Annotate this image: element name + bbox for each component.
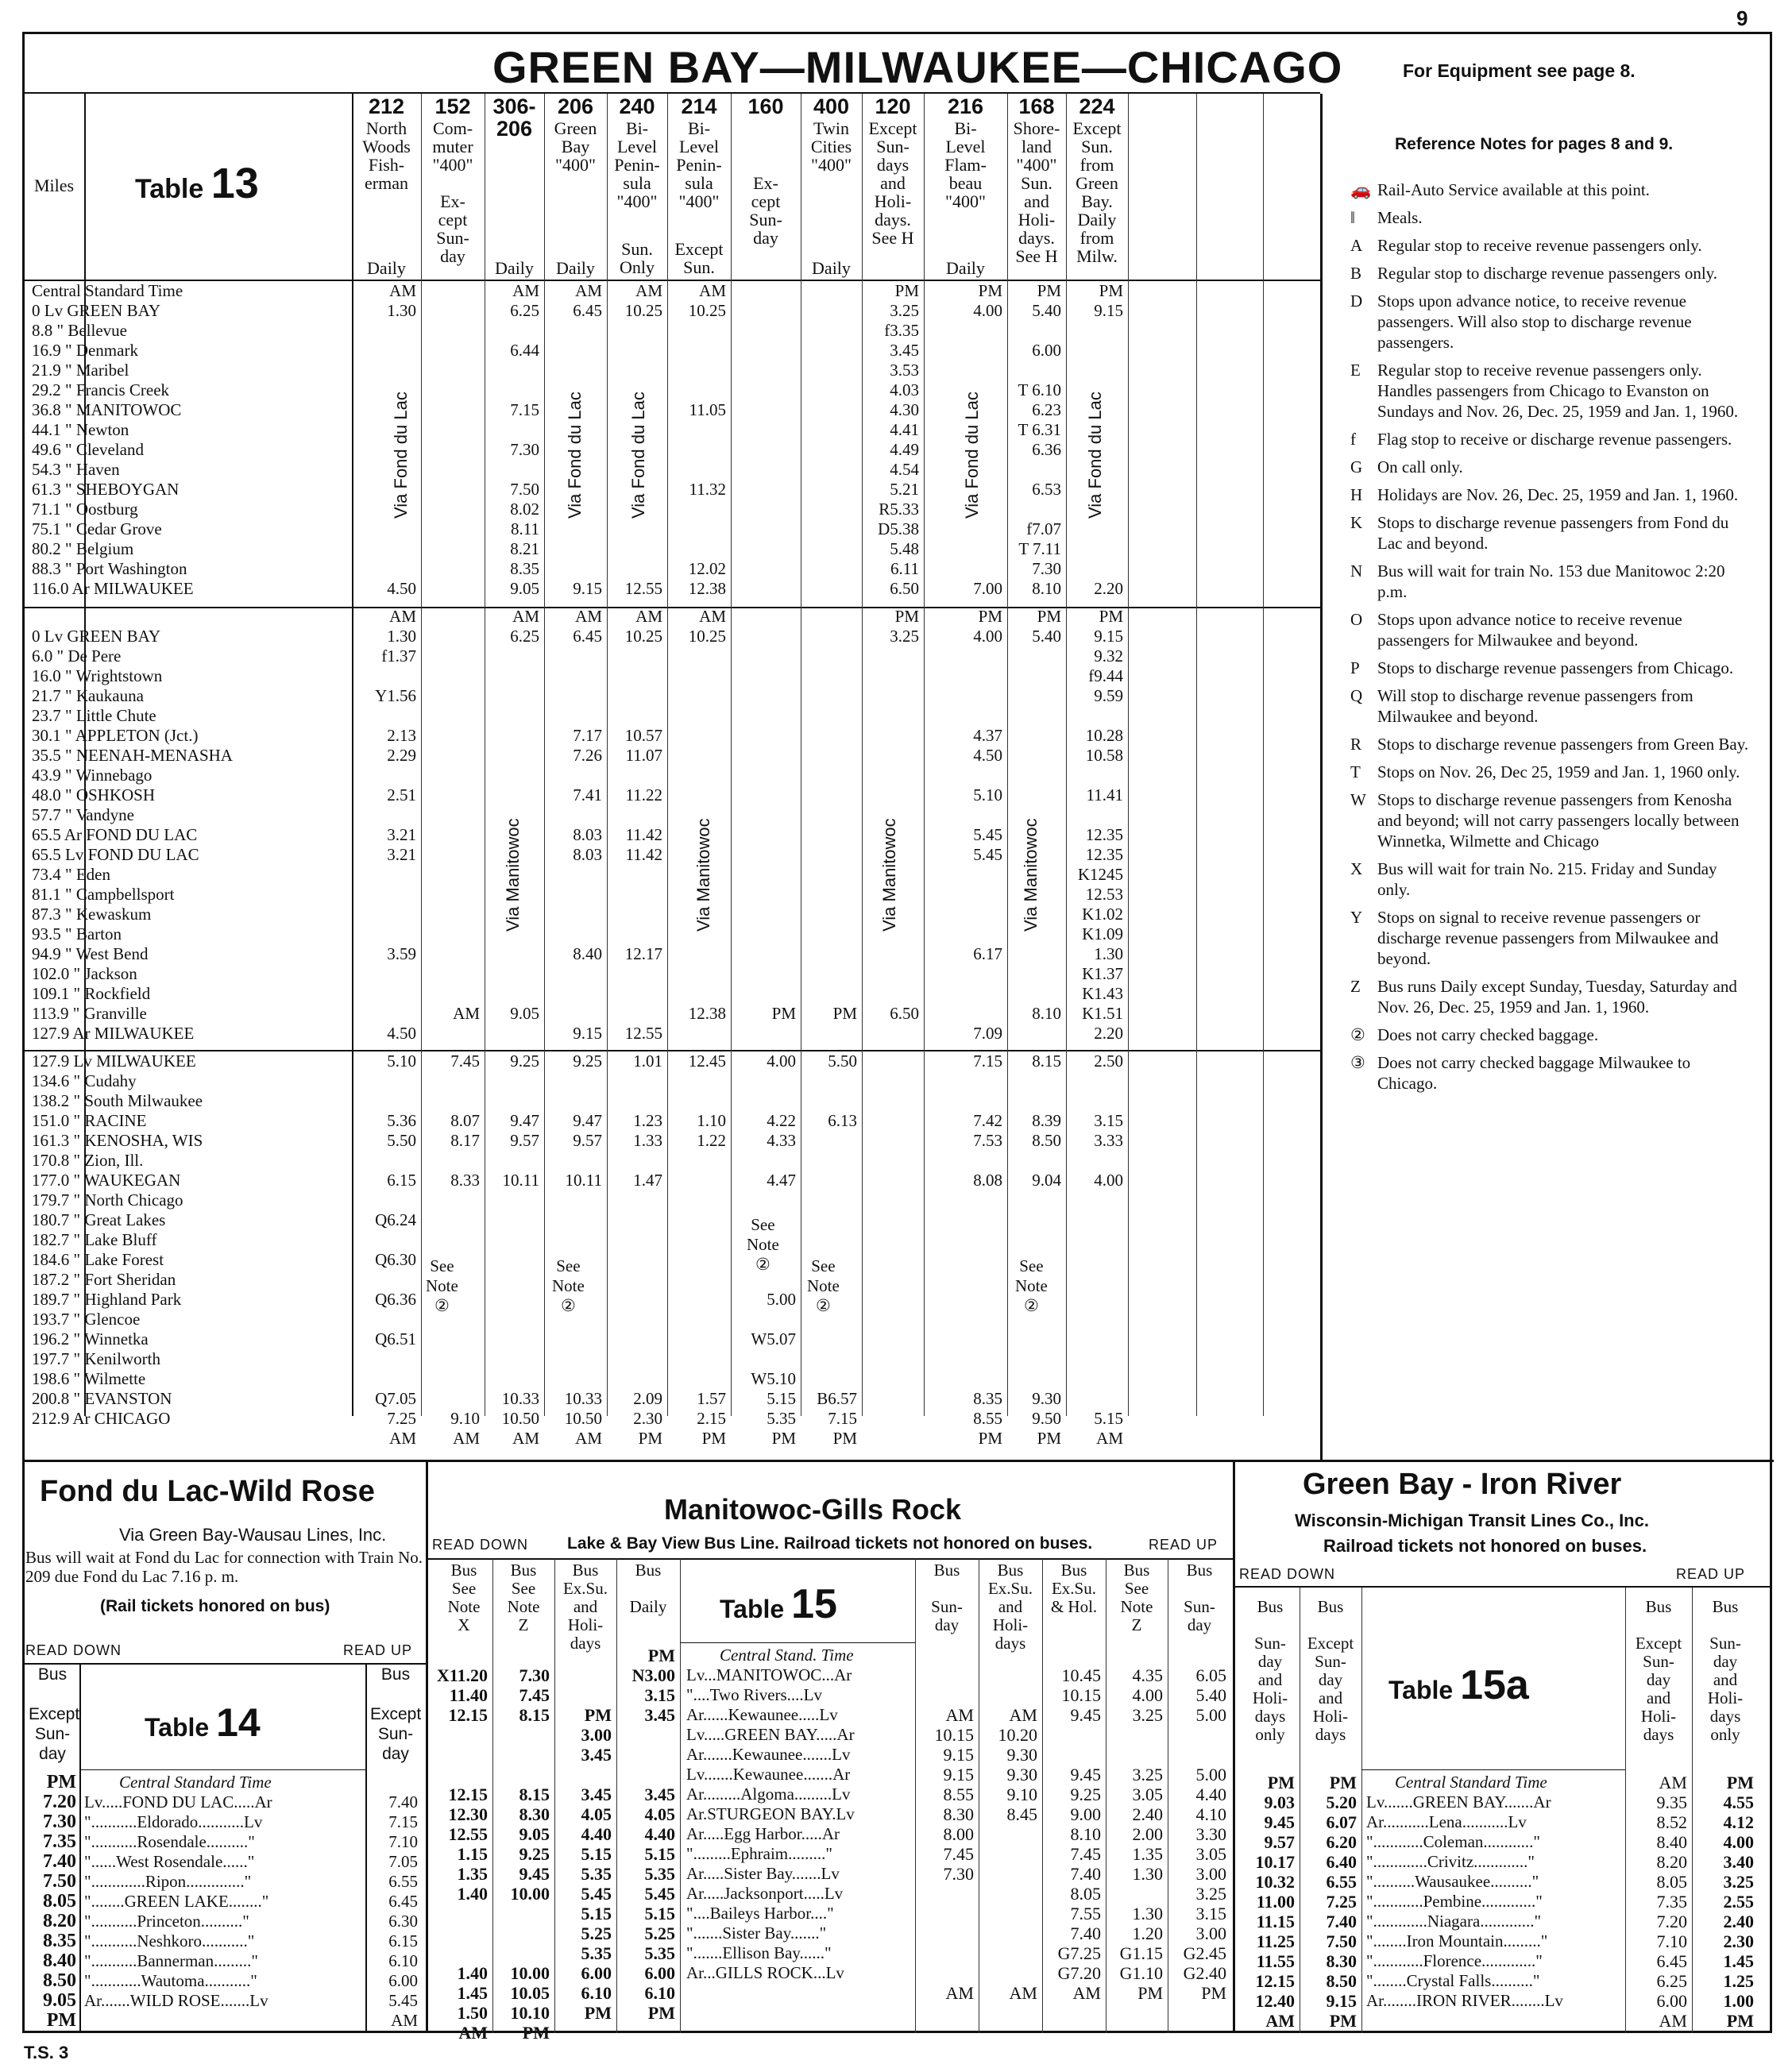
t15a-stations: Lv.......GREEN BAY.......Ar Ar...........Lena...........Lv "............Coleman............" ".............Crivitz............." "..........Wausaukee.........." "............Pembine............." ".............Niagara............." "........Iron Mountain........." "............Florence............." "........Crystal Falls.........." Ar........IRON RIVER........Lv <box>1366 1792 1563 2010</box>
t15-title: Manitowoc-Gills Rock <box>664 1493 962 1526</box>
note-2 <box>1350 235 1751 256</box>
t15-left-hdr-1: Bus See Note Z <box>507 1561 540 1634</box>
t15-right-col-1: AM 10.20 9.30 9.30 9.10 8.45 AM <box>998 1705 1037 2003</box>
note-key: O <box>1350 610 1363 629</box>
note-3 <box>1350 263 1751 284</box>
note-13 <box>1350 685 1751 727</box>
t14-col-rule <box>365 1663 367 2033</box>
t14-col-rule <box>79 1663 81 2033</box>
train-days-5: Except Sun. <box>674 239 724 277</box>
sec3-stations: 127.9 Lv MILWAUKEE 134.6 " Cudahy 138.2 " South Milwaukee 151.0 " RACINE 161.3 " KENOSHA, WIS 170.8 " Zion, Ill. 177.0 " WAUKEGAN 179.7 " North Chicago 180.7 " Great Lakes 182.7 " Lake Bluff 184.6 " Lake Forest 187.2 " Fort Sheridan 189.7 " Highland Park 193.7 " Glencoe 196.2 " Winnetka 197.7 " Kenilworth 198.6 " Wilmette 200.8 " EVANSTON 212.9 Ar CHICAGO <box>32 1051 203 1428</box>
blank-col-rule <box>1128 94 1129 1416</box>
sec2-times-6: PM <box>771 1004 796 1023</box>
t15a-rail-note: Railroad tickets not honored on buses. <box>1323 1536 1647 1556</box>
train-name-10: Shore- land "400" Sun. and Holi- days. See H <box>1013 118 1060 266</box>
sec3-times-8 <box>862 1051 919 1429</box>
sec1-times-8: PM 3.25 f3.35 3.45 3.53 4.03 4.30 4.41 4.49 4.54 5.21 R5.33 D5.38 5.48 6.11 6.50 <box>878 281 919 598</box>
t15-left-col-0: X11.20 11.40 12.15 12.15 12.30 12.55 1.15 1.35 1.40 1.40 1.45 1.50 AM <box>436 1665 488 2043</box>
train-name-9: Bi- Level Flam- beau "400" <box>944 118 987 211</box>
t15a-right-col-0: AM 9.35 8.52 8.40 8.20 8.05 7.35 7.20 7.10 6.45 6.25 6.00 AM <box>1656 1773 1687 2031</box>
t14-read-up: READ UP <box>343 1642 413 1658</box>
t14-hdr-rule <box>79 1769 365 1770</box>
note-key: Z <box>1350 977 1361 996</box>
note-key: W <box>1350 790 1366 809</box>
t15-right-hdr-1: Bus Ex.Su. and Holi- days <box>987 1561 1033 1653</box>
train-name-0: North Woods Fish- erman <box>362 118 411 193</box>
t15-right-col-4: 6.05 5.40 5.00 5.00 4.40 4.10 3.30 3.05 3.00 3.25 3.15 3.00 G2.45 G2.40 PM <box>1183 1665 1226 2003</box>
train-name-3: Green Bay "400" <box>554 118 597 175</box>
sec2-times-8: PM 3.25 6.50 <box>890 607 919 1023</box>
train-days-0: Daily <box>367 258 406 278</box>
t15a-table-label: Table 15a <box>1388 1662 1529 1708</box>
t14-operator: Via Green Bay-Wausau Lines, Inc. <box>119 1525 387 1545</box>
train-number-1: 152 <box>434 95 471 118</box>
t14-left-header: Bus Except Sun- day <box>29 1665 80 1763</box>
t15a-title: Green Bay - Iron River <box>1303 1468 1622 1501</box>
t15-left-col-3: PM N3.00 3.15 3.45 3.45 4.05 4.40 5.15 5.35 5.45 5.15 5.25 5.35 6.00 6.10 PM <box>631 1646 675 2023</box>
note-14 <box>1350 734 1751 754</box>
note-key: ③ <box>1350 1053 1365 1072</box>
via-fond-du-lac-224: Via Fond du Lac <box>1085 392 1105 519</box>
t15-right-hdr-2: Bus Ex.Su. & Hol. <box>1050 1561 1098 1616</box>
via-manitowoc-120: Via Manitowoc <box>879 818 899 932</box>
t15-table-label: Table 15 <box>720 1581 837 1627</box>
note-5 <box>1350 360 1751 422</box>
t15-right-col-0: AM 10.15 9.15 9.15 8.55 8.30 8.00 7.45 7.30 AM <box>934 1705 974 2003</box>
sec2-times-3: AM 6.45 7.17 7.26 7.41 8.03 8.03 8.40 9.15 <box>573 607 602 1043</box>
sec2-times-7: PM <box>832 1004 857 1023</box>
t15-left-col-2: PM 3.00 3.45 3.45 4.05 4.40 5.15 5.35 5.45 5.15 5.25 5.35 6.00 6.10 PM <box>581 1705 612 2023</box>
sec1-times-6 <box>731 281 796 579</box>
header-rule <box>24 92 1320 94</box>
sec1-times-5: AM 10.25 11.05 11.32 12.02 12.38 <box>688 281 726 598</box>
see-note-168: See Note ② <box>1015 1256 1048 1315</box>
t14-cst: Central Standard Time <box>119 1773 272 1792</box>
note-key: H <box>1350 485 1363 504</box>
t15-left-hdr-0: Bus See Note X <box>447 1561 481 1634</box>
bottom-rule <box>24 1460 1774 1462</box>
sec1-times-2: AM 6.25 6.44 7.15 7.30 7.50 8.02 8.11 8.21 8.35 9.05 <box>510 281 539 598</box>
note-text: Regular stop to receive revenue passengers only. <box>1377 236 1702 255</box>
note-key: D <box>1350 291 1363 311</box>
see-note-160: See Note ② <box>747 1215 779 1274</box>
note-text: Stops to discharge revenue passengers from Chicago. <box>1377 658 1734 677</box>
note-text: Regular stop to discharge revenue passengers only. <box>1377 264 1718 283</box>
via-fond-du-lac-240: Via Fond du Lac <box>628 392 648 519</box>
t15-right-col-3: 4.35 4.00 3.25 3.25 3.05 2.40 2.00 1.35 1.30 1.30 1.20 G1.15 G1.10 PM <box>1119 1665 1163 2003</box>
note-key: N <box>1350 561 1363 581</box>
sec1-times-3: AM 6.45 9.15 <box>573 281 602 598</box>
sec1-times-1 <box>421 281 480 579</box>
t15a-left-col-0: PM 9.03 9.45 9.57 10.17 10.32 11.00 11.15 11.25 11.55 12.15 12.40 AM <box>1255 1773 1295 2031</box>
note-text: Stops on signal to receive revenue passengers or discharge revenue passengers from Milwaukee and beyond. <box>1377 908 1719 968</box>
t14-divider <box>426 1461 428 2033</box>
note-key: ② <box>1350 1025 1365 1044</box>
see-note-152: See Note ② <box>426 1256 458 1315</box>
car-icon: 🚗 <box>1350 180 1372 199</box>
via-manitowoc-214: Via Manitowoc <box>693 818 713 932</box>
note-key: Y <box>1350 908 1363 927</box>
t14-right-times: 7.40 7.15 7.10 7.05 6.55 6.45 6.30 6.15 6.10 6.00 5.45 AM <box>388 1792 418 2030</box>
note-20 <box>1350 1024 1751 1045</box>
note-9 <box>1350 512 1751 554</box>
train-days-3: Daily <box>556 258 595 278</box>
train-number-3: 206 <box>557 95 594 118</box>
note-text: Stops to discharge revenue passengers from Kenosha and beyond; will not carry passengers locally between Winnetka, Wilmette and Chicago <box>1377 790 1740 851</box>
train-number-4: 240 <box>619 95 655 118</box>
notes-title: Reference Notes for pages 8 and 9. <box>1395 135 1674 153</box>
note-key: f <box>1350 430 1356 449</box>
blank-col-rule <box>1196 94 1197 1416</box>
train-number-9: 216 <box>947 95 984 118</box>
t15a-cst: Central Standard Time <box>1395 1773 1547 1792</box>
note-text: Bus will wait for train No. 215. Friday and Sunday only. <box>1377 859 1717 899</box>
note-text: Rail-Auto Service available at this point. <box>1377 180 1650 199</box>
note-4 <box>1350 291 1751 353</box>
via-fond-du-lac-212: Via Fond du Lac <box>391 392 411 519</box>
sec3-times-6: 4.00 4.22 4.33 4.47 5.00 W5.07 W5.10 5.15 5.35 PM <box>751 1051 796 1448</box>
sec2-times-4: AM 10.25 10.57 11.07 11.22 11.42 11.42 12.17 12.55 <box>624 607 662 1043</box>
train-name-8: Except Sun- days and Holi- days. See H <box>868 118 917 248</box>
sec1-times-7 <box>801 281 857 579</box>
train-name-1: Com- muter "400" Ex- cept Sun- day <box>432 118 473 266</box>
sec1-times-11: PM 9.15 2.20 <box>1094 281 1123 598</box>
note-key: G <box>1350 457 1363 477</box>
page-title: GREEN BAY—MILWAUKEE—CHICAGO <box>492 42 1343 92</box>
note-15 <box>1350 762 1751 782</box>
sec3-times-4: 1.01 1.23 1.33 1.47 2.09 2.30 PM <box>633 1051 662 1448</box>
note-text: Stops upon advance notice to receive revenue passengers for Milwaukee and beyond. <box>1377 610 1682 650</box>
sec2-times-0: AM 1.30 f1.37 Y1.56 2.13 2.29 2.51 3.21 3.21 3.59 4.50 <box>375 607 416 1043</box>
note-key: B <box>1350 264 1362 283</box>
see-note-400: See Note ② <box>807 1256 840 1315</box>
blank-col-rule <box>1263 94 1264 1416</box>
t15-read-down: READ DOWN <box>432 1537 528 1553</box>
t15-col-rule <box>680 1558 681 2033</box>
note-18 <box>1350 907 1751 969</box>
sec2-times-2: AM 6.25 9.05 <box>510 607 539 1023</box>
note-21 <box>1350 1052 1751 1094</box>
note-text: Will stop to discharge revenue passengers from Milwaukee and beyond. <box>1377 686 1694 726</box>
t15a-col-rule <box>1361 1588 1362 2033</box>
t15-cst: Central Stand. Time <box>720 1646 854 1665</box>
t15-right-hdr-3: Bus See Note Z <box>1120 1561 1153 1634</box>
sec3-times-0: 5.10 5.36 5.50 6.15 Q6.24 Q6.30 Q6.36 Q6.51 Q7.05 7.25 AM <box>375 1051 416 1448</box>
train-name-6: Ex- cept Sun- day <box>749 173 782 248</box>
page-number: 9 <box>1736 6 1748 30</box>
note-text: Flag stop to receive or discharge revenue passengers. <box>1377 430 1732 449</box>
train-number-5: 214 <box>681 95 717 118</box>
train-number-2: 306- 206 <box>492 95 536 141</box>
note-text: Does not carry checked baggage. <box>1377 1025 1599 1044</box>
t15-read-up: READ UP <box>1149 1537 1218 1553</box>
via-fond-du-lac-206: Via Fond du Lac <box>565 392 585 519</box>
t15-right-col-2: 10.45 10.15 9.45 9.45 9.25 9.00 8.10 7.45 7.40 8.05 7.55 7.40 G7.25 G7.20 AM <box>1057 1665 1101 2003</box>
sec3-times-5: 12.45 1.10 1.22 1.57 2.15 PM <box>688 1051 726 1448</box>
reference-notes <box>1350 179 1751 1101</box>
note-11 <box>1350 609 1751 650</box>
train-name-11: Except Sun. from Green Bay. Daily from Milw. <box>1072 118 1122 266</box>
t14-rail-note: (Rail tickets honored on bus) <box>100 1597 330 1615</box>
train-number-10: 168 <box>1018 95 1055 118</box>
train-days-9: Daily <box>946 258 985 278</box>
t15a-right-col-1: PM 4.55 4.12 4.00 3.40 3.25 2.55 2.40 2.30 1.45 1.25 1.00 PM <box>1723 1773 1754 2031</box>
t15a-operator: Wisconsin-Michigan Transit Lines Co., Inc. <box>1295 1511 1649 1530</box>
train-name-5: Bi- Level Penin- sula "400" <box>676 118 722 211</box>
train-days-2: Daily <box>495 258 534 278</box>
train-name-4: Bi- Level Penin- sula "400" <box>614 118 660 211</box>
note-key: Q <box>1350 686 1363 705</box>
note-key: K <box>1350 513 1363 532</box>
via-manitowoc-168: Via Manitowoc <box>1021 818 1041 932</box>
sec2-times-1: AM <box>453 1004 480 1023</box>
t15-rule <box>427 1558 1233 1560</box>
note-19 <box>1350 976 1751 1017</box>
t15a-left-hdr-1: Bus Except Sun- day and Holi- days <box>1307 1597 1354 1744</box>
sec3-times-1: 7.45 8.07 8.17 8.33 9.10 AM <box>450 1051 480 1448</box>
sec1-stations: Central Standard Time 0 Lv GREEN BAY 8.8 " Bellevue 16.9 " Denmark 21.9 " Maribel 29.2 " Francis Creek 36.8 " MANITOWOC 44.1 " Newton 49.6 " Cleveland 54.3 " Haven 61.3 " SHEBOYGAN 71.1 " Oostburg 75.1 " Cedar Grove 80.2 " Belgium 88.3 " Port Washington 116.0 Ar MILWAUKEE <box>32 281 194 598</box>
t14-stations: Lv.....FOND DU LAC.....Ar "...........Eldorado...........Lv "...........Rosendale.........." "......West Rosendale......" ".............Ripon.............." "........GREEN LAKE........" "...........Princeton.........." "...........Neshkoro..........." "...........Bannerman........." "............Wautoma..........." Ar.......WILD ROSE.......Lv <box>84 1792 272 2010</box>
sec1-times-10: PM 5.40 6.00 T 6.10 6.23 T 6.31 6.36 6.53 f7.07 T 7.11 7.30 8.10 <box>1018 281 1061 598</box>
sec2-times-11: PM 9.15 9.32 f9.44 9.59 10.28 10.58 11.41 12.35 12.35 K1245 12.53 K1.02 K1.09 1.30 K1.37 K1.43 K1.51 2.20 <box>1077 607 1123 1043</box>
note-text: Stops to discharge revenue passengers from Green Bay. <box>1377 735 1749 754</box>
train-number-0: 212 <box>368 95 405 118</box>
t15a-right-hdr-0: Bus Except Sun- day and Holi- days <box>1635 1597 1682 1744</box>
note-key: X <box>1350 859 1363 878</box>
miles-label: Miles <box>33 176 75 195</box>
note-8 <box>1350 484 1751 505</box>
t15-operator: Lake & Bay View Bus Line. Railroad tickets not honored on buses. <box>567 1534 1093 1553</box>
train-days-4: Sun. Only <box>620 239 655 277</box>
note-17 <box>1350 859 1751 900</box>
t15a-read-down: READ DOWN <box>1239 1566 1335 1582</box>
t14-left-times: PM 7.20 7.30 7.35 7.40 7.50 8.05 8.20 8.35 8.40 8.50 9.05 PM <box>43 1772 76 2031</box>
note-text: Bus will wait for train No. 153 due Manitowoc 2:20 p.m. <box>1377 561 1725 601</box>
sec3-times-10: 8.15 8.39 8.50 9.04 9.30 9.50 PM <box>1032 1051 1061 1448</box>
t15-divider <box>1233 1461 1235 2033</box>
note-key: P <box>1350 658 1360 677</box>
note-text: Stops to discharge revenue passengers from Fond du Lac and beyond. <box>1377 513 1729 553</box>
t15-left-hdr-2: Bus Ex.Su. and Holi- days <box>562 1561 608 1653</box>
note-text: Bus runs Daily except Sunday, Tuesday, Saturday and Nov. 26, Dec. 25, 1959 and Jan. 1, 1960. <box>1377 977 1737 1017</box>
train-number-7: 400 <box>813 95 850 118</box>
t15a-left-hdr-0: Bus Sun- day and Holi- days only <box>1252 1597 1288 1744</box>
t14-right-header: Bus Except Sun- day <box>370 1665 422 1763</box>
train-number-6: 160 <box>747 95 784 118</box>
note-text: Holidays are Nov. 26, Dec. 25, 1959 and Jan. 1, 1960. <box>1377 485 1739 504</box>
sec2-times-5: AM 10.25 12.38 <box>688 607 726 1023</box>
t14-table-label: Table 14 <box>145 1700 261 1745</box>
t15-hdr-rule <box>680 1642 915 1643</box>
equipment-note: For Equipment see page 8. <box>1403 60 1636 81</box>
t14-desc: Bus will wait at Fond du Lac for connection with Train No. 209 due Fond du Lac 7.16 p. m. <box>25 1548 423 1586</box>
note-text: Meals. <box>1377 208 1423 227</box>
t15a-hdr-rule <box>1361 1769 1625 1770</box>
note-key: ‖ <box>1350 208 1355 227</box>
t14-title: Fond du Lac-Wild Rose <box>40 1475 375 1508</box>
t15-right-hdr-0: Bus Sun- day <box>931 1561 963 1634</box>
via-fond-du-lac-216: Via Fond du Lac <box>962 392 982 519</box>
train-days-7: Daily <box>812 258 851 278</box>
t15-left-hdr-3: Bus Daily <box>629 1561 667 1616</box>
note-key: R <box>1350 735 1362 754</box>
t15a-read-up: READ UP <box>1676 1566 1746 1582</box>
sec1-times-4: AM 10.25 12.55 <box>624 281 662 598</box>
footer-code: T.S. 3 <box>24 2043 69 2062</box>
note-key: A <box>1350 236 1363 255</box>
note-6 <box>1350 429 1751 450</box>
sec3-times-11: 2.50 3.15 3.33 4.00 5.15 AM <box>1094 1051 1123 1448</box>
t15a-left-col-1: PM 5.20 6.07 6.20 6.40 6.55 7.25 7.40 7.50 8.30 8.50 9.15 PM <box>1326 1773 1357 2031</box>
train-number-8: 120 <box>875 95 911 118</box>
sec2-times-10: PM 5.40 8.10 <box>1032 607 1061 1023</box>
note-text: On call only. <box>1377 457 1463 477</box>
train-number-11: 224 <box>1079 95 1115 118</box>
via-manitowoc-306: Via Manitowoc <box>503 818 523 932</box>
note-0 <box>1350 179 1751 200</box>
t14-read-down: READ DOWN <box>25 1642 122 1658</box>
note-10 <box>1350 561 1751 602</box>
notes-divider <box>1320 94 1323 1460</box>
note-text: Stops upon advance notice, to receive revenue passengers. Will also stop to discharge revenue passengers. <box>1377 291 1692 352</box>
note-text: Does not carry checked baggage Milwaukee to Chicago. <box>1377 1053 1691 1093</box>
note-text: Stops on Nov. 26, Dec 25, 1959 and Jan. 1, 1960 only. <box>1377 762 1740 781</box>
sec3-times-7: 5.50 6.13 B6.57 7.15 PM <box>817 1051 857 1448</box>
sec1-times-9: PM 4.00 7.00 <box>973 281 1002 598</box>
note-key: E <box>1350 361 1361 380</box>
note-7 <box>1350 457 1751 477</box>
see-note-206: See Note ② <box>552 1256 585 1315</box>
t15-right-hdr-4: Bus Sun- day <box>1184 1561 1215 1634</box>
t15-left-col-1: 7.30 7.45 8.15 8.15 8.30 9.05 9.25 9.45 10.00 10.00 10.05 10.10 PM <box>510 1665 550 2043</box>
sec3-times-2: 9.25 9.47 9.57 10.11 10.33 10.50 AM <box>501 1051 539 1448</box>
note-text: Regular stop to receive revenue passengers only. Handles passengers from Chicago to Evanston on Sundays and Nov. 26, Dec. 25, 1959 and Jan. 1, 1960. <box>1377 361 1739 421</box>
sec1-times-0: AM 1.30 4.50 <box>387 281 416 598</box>
train-name-7: Twin Cities "400" <box>810 118 852 175</box>
sec2-stations: 0 Lv GREEN BAY 6.0 " De Pere 16.0 " Wrightstown 21.7 " Kaukauna 23.7 " Little Chute 30.1 " APPLETON (Jct.) 35.5 " NEENAH-MENASHA 43.9 " Winnebago 48.0 " OSHKOSH 57.7 " Vandyne 65.5 Ar FOND DU LAC 65.5 Lv FOND DU LAC 73.4 " Eden 81.1 " Campbellsport 87.3 " Kewaskum 93.5 " Barton 94.9 " West Bend 102.0 " Jackson 109.1 " Rockfield 113.9 " Granville 127.9 Ar MILWAUKEE <box>32 627 233 1043</box>
t15a-right-hdr-1: Bus Sun- day and Holi- days only <box>1707 1597 1744 1744</box>
sec3-times-3: 9.25 9.47 9.57 10.11 10.33 10.50 AM <box>564 1051 602 1448</box>
note-12 <box>1350 658 1751 678</box>
note-key: T <box>1350 762 1361 781</box>
note-16 <box>1350 789 1751 851</box>
note-1 <box>1350 207 1751 228</box>
sec2-times-9: PM 4.00 4.37 4.50 5.10 5.45 5.45 6.17 7.09 <box>973 607 1002 1043</box>
t15-stations: Lv...MANITOWOC...Ar "....Two Rivers....Lv Ar......Kewaunee.....Lv Lv.....GREEN BAY.....Ar Ar.......Kewaunee.......Lv Lv.......Kewaunee.......Ar Ar.........Algoma.........Lv Ar.STURGEON BAY.Lv Ar.....Egg Harbor.....Ar ".........Ephraim........." Ar.....Sister Bay.......Lv Ar.....Jacksonport.....Lv "....Baileys Harbor...." ".......Sister Bay......." ".......Ellison Bay......" Ar...GILLS ROCK...Lv <box>686 1665 855 1982</box>
table13-label: Table 13 <box>135 160 259 207</box>
sec3-times-9: 7.15 7.42 7.53 8.08 8.35 8.55 PM <box>973 1051 1002 1448</box>
